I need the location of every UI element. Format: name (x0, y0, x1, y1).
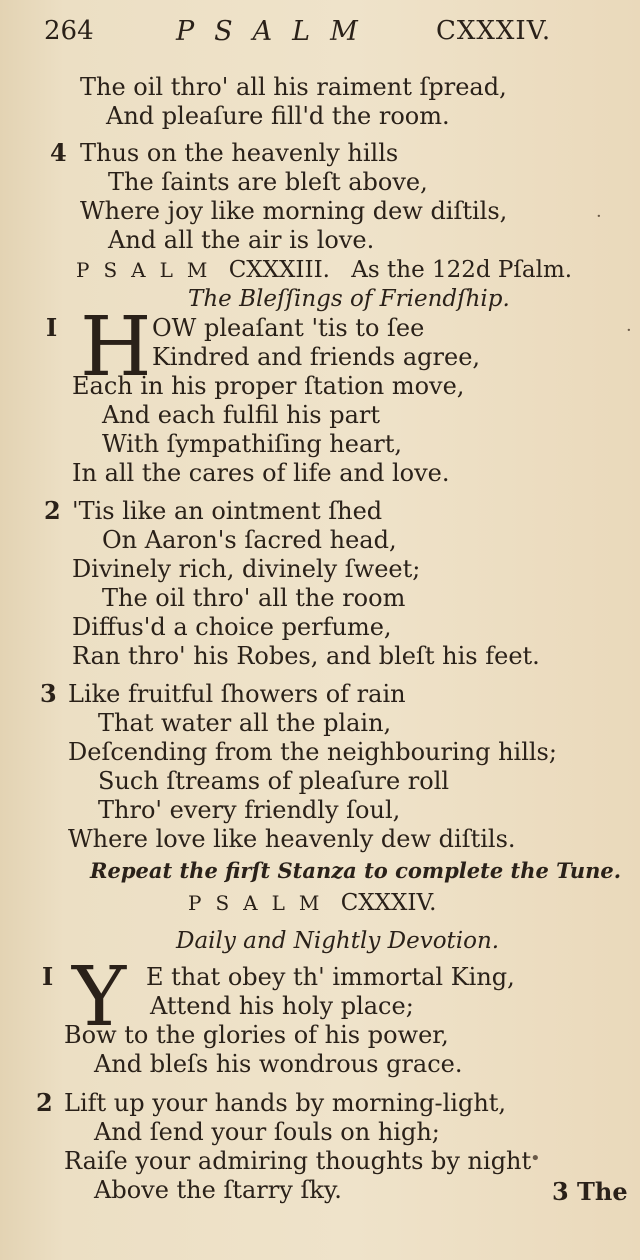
verse-line: Deſcending from the neighbouring hills; (68, 738, 557, 766)
verse-line: OW pleaſant 'tis to ſee (152, 314, 425, 342)
psalm-word: PSALM (188, 891, 334, 915)
verse-line: Attend his holy place; (150, 992, 414, 1020)
psalm-heading (188, 888, 436, 918)
stanza-number: 2 (44, 496, 61, 525)
verse-line: Where joy like morning dew diſtils, (80, 197, 508, 225)
verse-line: Each in his proper ſtation move, (72, 372, 465, 400)
verse-line: Above the ſtarry ſky. (94, 1176, 342, 1204)
tune-note: As the 122d Pſalm. (351, 257, 573, 283)
stanza-number: 2 (36, 1088, 53, 1117)
catchword: 3 The (552, 1177, 628, 1206)
verse-line: Thus on the heavenly hills (80, 139, 399, 167)
drop-cap: H (80, 300, 152, 395)
verse-line: Kindred and friends agree, (152, 343, 481, 371)
verse-line: That water all the plain, (98, 709, 392, 737)
psalm-subtitle: The Bleſſings of Friendſhip. (188, 286, 510, 312)
verse-line: On Aaron's ſacred head, (102, 526, 397, 554)
verse-line: Where love like heavenly dew diſtils. (68, 825, 516, 853)
verse-line: Such ſtreams of pleaſure roll (98, 767, 450, 795)
verse-line: Diffus'd a choice perfume, (72, 613, 392, 641)
verse-line: In all the cares of life and love. (72, 459, 450, 487)
verse-line: And bleſs his wondrous grace. (94, 1050, 463, 1078)
verse-line: And pleaſure fill'd the room. (106, 102, 450, 130)
ink-speck: • (530, 1148, 541, 1169)
stanza-number: 3 (40, 679, 57, 708)
psalm-number: CXXXIV. (340, 890, 437, 916)
stanza-number: I (42, 962, 54, 991)
repeat-note: Repeat the firſt Stanza to complete the Tune. (90, 858, 622, 883)
verse-line: Divinely rich, divinely ſweet; (72, 555, 421, 583)
verse-line: Bow to the glories of his power, (64, 1021, 449, 1049)
stanza-number: I (46, 313, 58, 342)
running-header (0, 16, 640, 56)
verse-line: Like fruitful ſhowers of rain (68, 680, 406, 708)
psalm-subtitle: Daily and Nightly Devotion. (176, 928, 500, 954)
ink-speck: · (596, 206, 602, 227)
psalm-word: PSALM (76, 258, 222, 282)
psalm-heading (76, 255, 572, 285)
verse-line: Lift up your hands by morning-light, (64, 1089, 507, 1117)
stanza-number: 4 (50, 138, 67, 167)
verse-line: The oil thro' all the room (102, 584, 406, 612)
ink-speck: · (626, 320, 632, 341)
verse-line: And all the air is love. (108, 226, 375, 254)
verse-line: And each fulfil his part (102, 401, 381, 429)
header-numeral: CXXXIV. (436, 16, 552, 46)
page-number: 264 (44, 16, 94, 46)
verse-line: With ſympathiſing heart, (102, 430, 403, 458)
verse-line: Ran thro' his Robes, and bleſt his feet. (72, 642, 540, 670)
header-title: PSALM (176, 16, 378, 47)
verse-line: And ſend your ſouls on high; (94, 1118, 440, 1146)
verse-line: Raiſe your admiring thoughts by night (64, 1147, 532, 1175)
psalm-number: CXXXIII. (228, 257, 330, 283)
verse-line: The oil thro' all his raiment ſpread, (80, 73, 507, 101)
verse-line: E that obey th' immortal King, (146, 963, 515, 991)
verse-line: Thro' every friendly ſoul, (98, 796, 401, 824)
verse-line: The ſaints are bleſt above, (108, 168, 428, 196)
verse-line: 'Tis like an ointment ſhed (72, 497, 383, 525)
drop-cap: Y (72, 950, 127, 1045)
